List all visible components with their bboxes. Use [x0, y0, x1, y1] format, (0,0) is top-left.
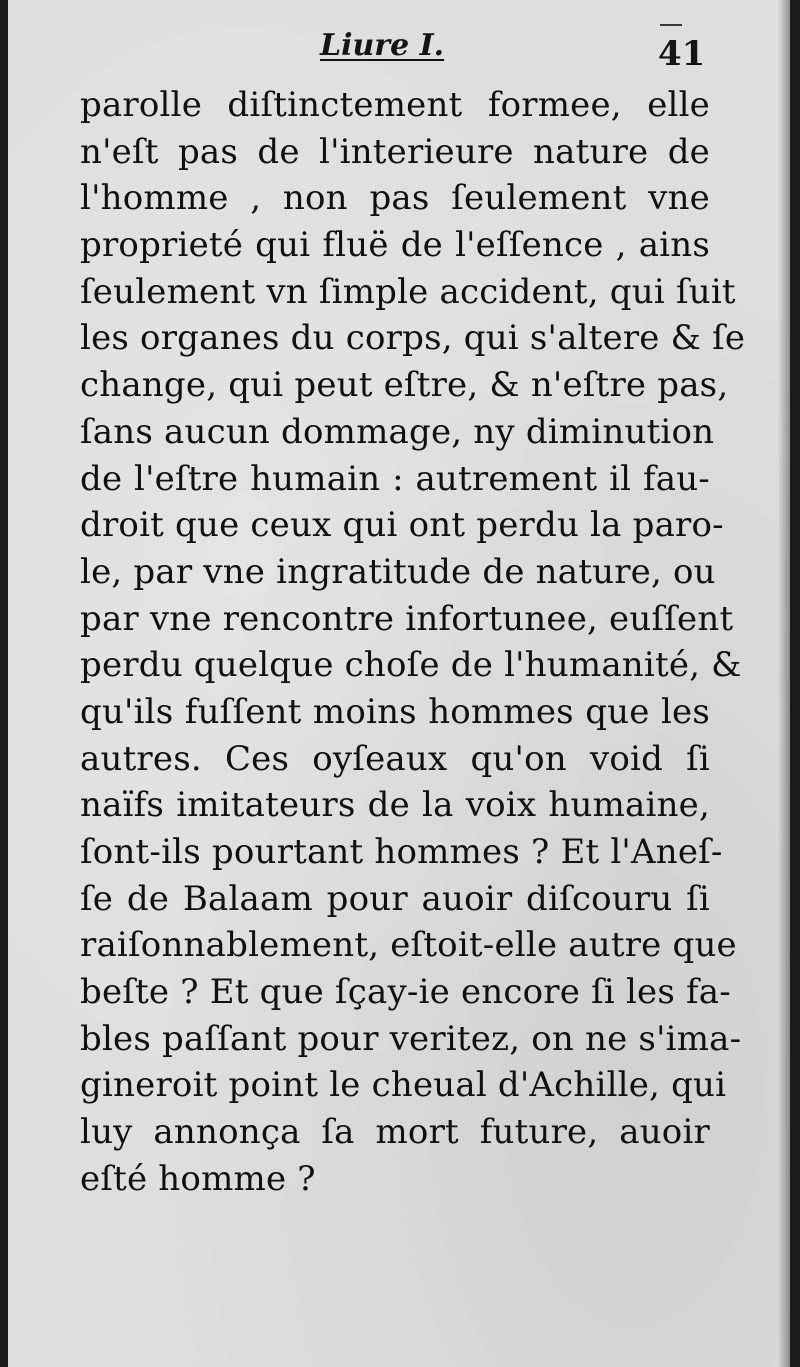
page-edge-shadow	[778, 0, 790, 1367]
page-number: 41	[658, 34, 706, 74]
text-line: gineroit point le cheual d'Achille, qui	[80, 1065, 727, 1106]
page-header	[8, 28, 790, 80]
text-line: bles paſſant pour veritez, on ne s'ima-	[80, 1018, 742, 1059]
text-line: naïfs imitateurs de la voix humaine,	[80, 785, 710, 826]
text-line: l'homme , non pas ſeulement vne	[80, 178, 710, 219]
text-line: ſeulement vn ſimple accident, qui ſuit	[80, 271, 736, 312]
text-line: le, par vne ingratitude de nature, ou	[80, 551, 716, 592]
text-line: ſans aucun dommage, ny diminution	[80, 411, 715, 452]
text-line: qu'ils fuſſent moins hommes que les	[80, 691, 710, 732]
book-page	[8, 0, 790, 1367]
text-line: par vne rencontre infortunee, euſſent	[80, 598, 734, 639]
text-line-last: eſté homme ?	[80, 1158, 316, 1199]
text-line: ſont-ils pourtant hommes ? Et l'Aneſ-	[80, 832, 723, 872]
text-line: proprieté qui fluë de l'eſſence , ains	[80, 225, 710, 266]
text-line: luy annonça ſa mort future, auoir	[80, 1112, 710, 1153]
text-line: de l'eſtre humain : autrement il fau-	[80, 458, 710, 499]
text-line: autres. Ces oyſeaux qu'on void ſi	[80, 738, 710, 779]
text-line: perdu quelque choſe de l'humanité, &	[80, 645, 742, 686]
text-line: droit que ceux qui ont perdu la paro-	[80, 505, 724, 546]
text-line: les organes du corps, qui s'altere & ſe	[80, 318, 746, 359]
text-line: raiſonnablement, eſtoit-elle autre que	[80, 925, 737, 966]
text-line: n'eſt pas de l'interieure nature de	[80, 131, 710, 172]
text-line: beſte ? Et que ſçay-ie encore ſi les fa-	[80, 972, 731, 1013]
text-line: parolle diſtinctement formee, elle	[80, 85, 710, 125]
text-line: change, qui peut eſtre, & n'eſtre pas,	[80, 365, 729, 406]
text-line: ſe de Balaam pour auoir diſcouru ſi	[80, 878, 710, 919]
body-text	[80, 82, 746, 1203]
running-head: Liure I.	[320, 28, 445, 63]
